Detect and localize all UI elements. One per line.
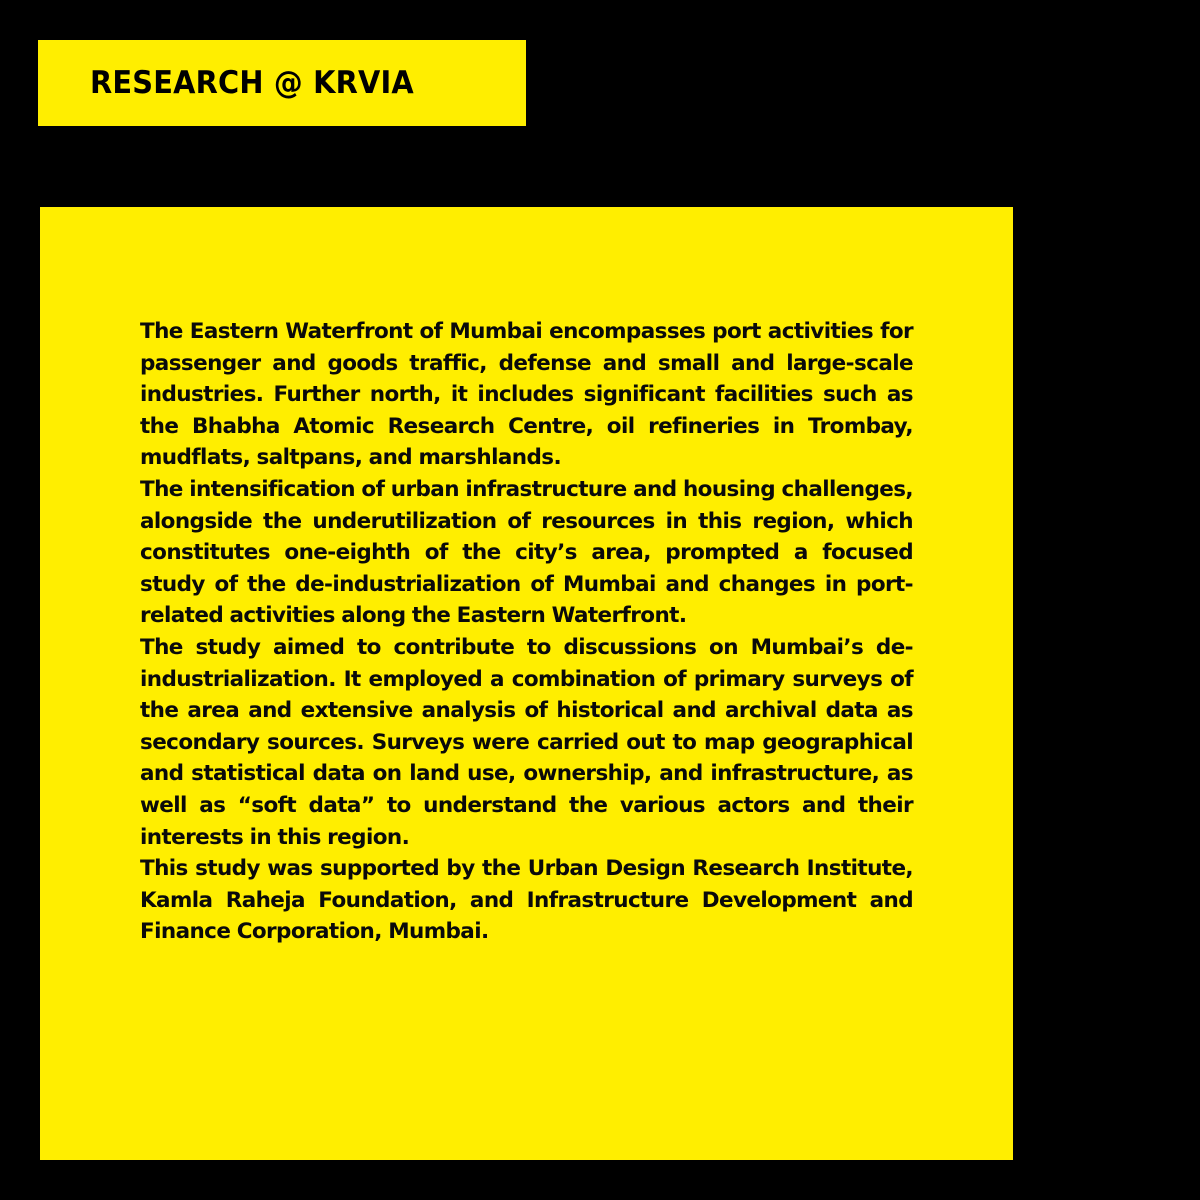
- paragraph-methodology: The study aimed to contribute to discussions on Mumbai’s de-industrialization. It employed a combination of primary surveys of the area and extensive analysis of historical and archival data as secondary sources. Surveys were carried out to map geographical and statistical data on land use, ownership, and infrastructure, as well as “soft data” to understand the various actors and their interests in this region.: [140, 634, 913, 850]
- paragraph-context: The intensification of urban infrastructure and housing challenges, alongside the underutilization of resources in this region, which constitutes one-eighth of the city’s area, prompted a focused study of the de-industrialization of Mumbai and changes in port-related activities along the Eastern Waterfront.: [140, 476, 913, 629]
- paragraph-support: This study was supported by the Urban Design Research Institute, Kamla Raheja Foundation, and Infrastructure Development and Finance Corporation, Mumbai.: [140, 856, 913, 945]
- paragraph-overview: The Eastern Waterfront of Mumbai encompasses port activities for passenger and goods traffic, defense and small and large-scale industries. Further north, it includes significant facilities such as the Bhabha Atomic Research Centre, oil refineries in Trombay, mudflats, saltpans, and marshlands.: [140, 319, 913, 471]
- header-banner: [38, 40, 526, 126]
- content-panel: [40, 207, 1013, 1160]
- page-title: RESEARCH @ KRVIA: [90, 65, 414, 101]
- body-text: [140, 316, 913, 948]
